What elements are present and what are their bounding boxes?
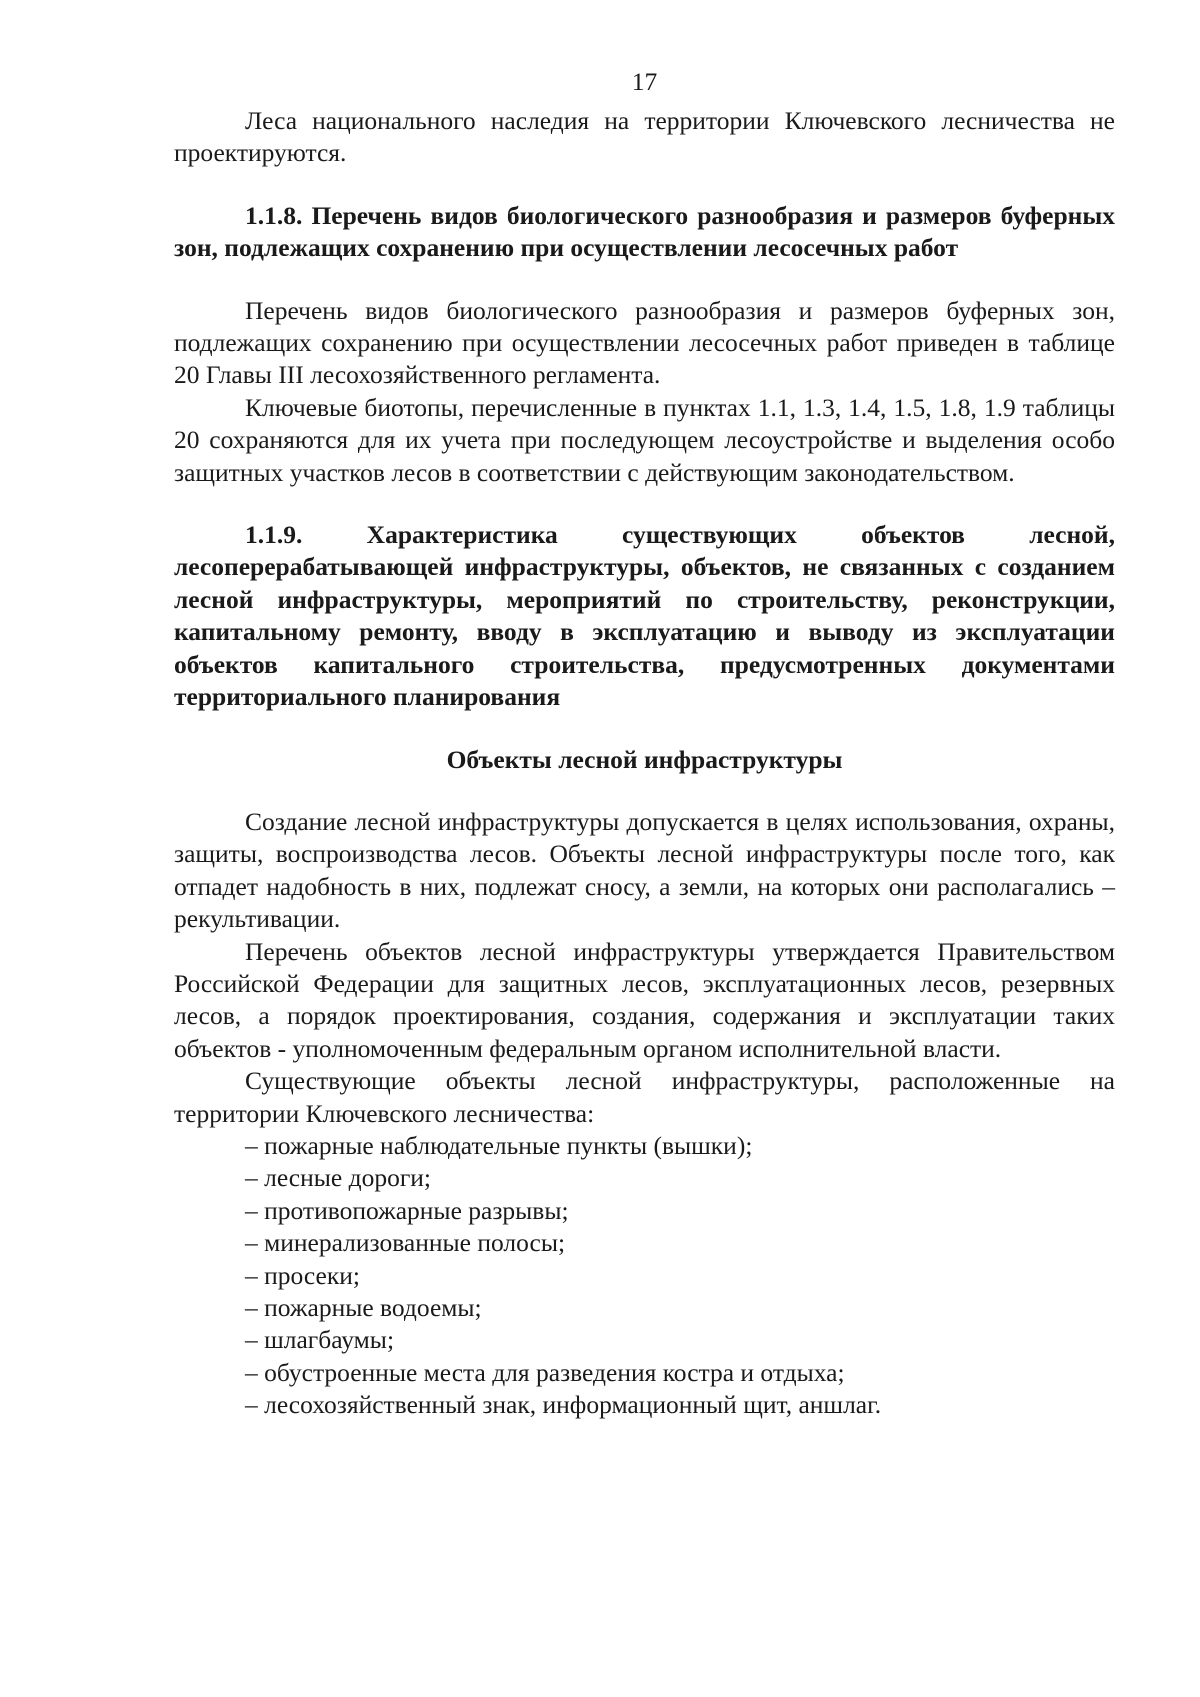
intro-paragraph: Леса национального наследия на территории Ключевского лесничества не проектируются. [174,106,1115,168]
list-item: – противопожарные разрывы; [245,1195,569,1225]
list-item: – обустроенные места для разведения костра и отдыха; [245,1357,845,1387]
section-1-1-9-paragraph-3: Существующие объекты лесной инфраструктуры, расположенные на территории Ключевского лесничества: [174,1066,1115,1128]
section-1-1-8-paragraph-2: Ключевые биотопы, перечисленные в пунктах 1.1, 1.3, 1.4, 1.5, 1.8, 1.9 таблицы 20 сохраняются для их учета при последующем лесоустройстве и выделения особо защитных участков лесов в соответствии с действующим законодательством. [174,392,1115,487]
section-1-1-9-paragraph-1: Создание лесной инфраструктуры допускается в целях использования, охраны, защиты, воспроизводства лесов. Объекты лесной инфраструктуры после того, как отпадет надобность в них, подлежат сносу, а земли, на которых они располагались – рекультивации. [174,806,1115,934]
section-1-1-8-paragraph-1: Перечень видов биологического разнообразия и размеров буферных зон, подлежащих сохранению при осуществлении лесосечных работ приведен в таблице 20 Главы III лесохозяйственного регламента. [174,295,1115,390]
section-1-1-9-subheading: Объекты лесной инфраструктуры [446,744,843,774]
list-item: – пожарные водоемы; [245,1293,482,1322]
list-item: – минерализованные полосы; [245,1228,566,1258]
infrastructure-objects-list [174,1130,1115,1422]
list-item: – шлагбаумы; [245,1325,395,1355]
document-page [174,66,1115,1422]
page-number: 17 [631,67,658,96]
list-item: – лесные дороги; [245,1163,432,1193]
list-item: – пожарные наблюдательные пункты (вышки); [245,1130,753,1160]
section-1-1-9-paragraph-2: Перечень объектов лесной инфраструктуры утверждается Правительством Российской Федерации для защитных лесов, эксплуатационных лесов, резервных лесов, а порядок проектирования, создания, содержания и эксплуатации таких объектов - уполномоченным федеральным органом исполнительной власти. [174,936,1115,1063]
section-1-1-8-heading: 1.1.8. Перечень видов биологического разнообразия и размеров буферных зон, подлежащих сохранению при осуществлении лесосечных работ [174,200,1115,263]
section-1-1-9-heading: 1.1.9. Характеристика существующих объектов лесной, лесоперерабатывающей инфраструктуры, объектов, не связанных с созданием лесной инфраструктуры, мероприятий по строительству, реконструкции, капитальному ремонту, вводу в эксплуатацию и выводу из эксплуатации объектов капитального строительства, предусмотренных документами территориального планирования [174,520,1115,712]
list-item: – просеки; [245,1260,360,1290]
list-item: – лесохозяйственный знак, информационный щит, аншлаг. [245,1390,882,1420]
